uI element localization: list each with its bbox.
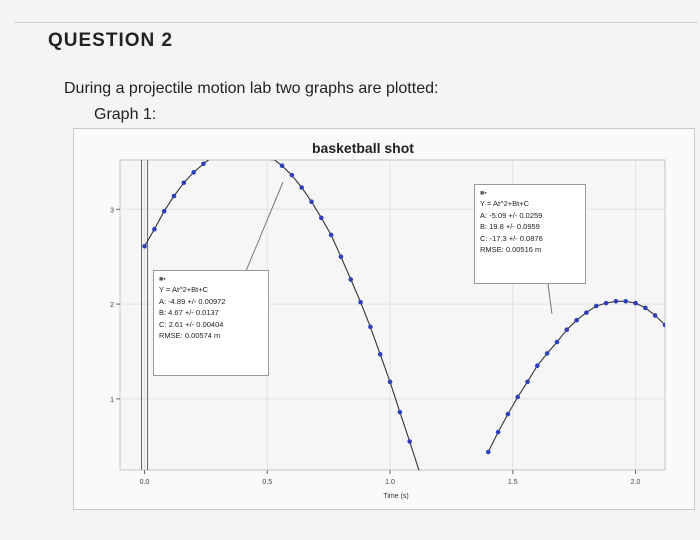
series-1-point [172,194,177,199]
series-2-point [574,318,579,323]
fit-rmse: RMSE: 0.00516 m [480,245,542,255]
series-1-point [290,173,295,178]
series-2-point [663,323,668,328]
series-1-point [182,180,187,185]
series-1-point [378,352,383,357]
series-2-point [565,327,570,332]
series-2-point [633,301,638,306]
series-1-point [162,209,167,214]
series-2-point [594,304,599,309]
series-2-point [486,450,491,455]
y-tick-label: 3 [110,207,114,215]
x-tick-label: 0.5 [262,479,273,486]
x-tick-label: 1.5 [507,479,518,486]
fit-header: ■▪ [159,276,166,283]
series-2-point [506,412,511,417]
series-1-point [358,300,363,305]
x-tick-label: 1.0 [385,479,395,486]
series-1-point [388,380,393,385]
series-1-point [368,325,373,330]
series-1-point [427,503,432,508]
series-2-point [555,340,560,345]
fit-header: ■▪ [480,190,487,197]
fit-coef-c: C: 2.61 +/- 0.00404 [159,319,224,329]
series-1-point [221,151,226,156]
series-1-point [348,277,353,282]
series-1-point [299,185,304,190]
series-2-point [545,351,550,356]
question-title: QUESTION 2 [48,30,174,51]
fit-coef-a: A: -4.89 +/- 0.00972 [159,296,226,306]
y-tick-label: 1 [110,396,114,404]
series-2-point [643,306,648,311]
series-1-point [280,163,285,168]
series-2-point [525,380,530,385]
fit-equation: Y = At^2+Bt+C [159,285,209,294]
series-1-point [191,170,196,175]
series-1-point [339,254,344,259]
fit-coef-b: B: 19.8 +/- 0.0959 [480,222,540,232]
series-1-point [201,161,206,166]
series-1-point [309,199,314,204]
fit-coef-a: A: -5.09 +/- 0.0259 [480,210,543,220]
graph-label: Graph 1: [94,106,157,123]
series-1-point [398,410,403,415]
chart-title: basketball shot [312,140,414,156]
series-1-point [231,147,236,152]
fit-rmse: RMSE: 0.00574 m [159,331,221,341]
series-2-point [584,310,589,315]
series-1-point [240,145,245,150]
x-tick-label: 0.0 [139,479,150,486]
series-1-point [260,151,265,156]
series-1-point [329,233,334,238]
question-prompt: During a projectile motion lab two graphs are plotted: [64,80,439,97]
series-2-point [515,395,520,400]
curve-fit-box-1 [153,270,269,376]
curve-fit-box-2 [474,184,586,284]
series-1-point [142,244,147,249]
series-2-point [604,301,609,306]
series-2-point [535,363,540,368]
fit-coef-c: C: -17.3 +/- 0.0876 [480,233,543,243]
series-2-point [653,313,658,318]
fit-coef-b: B: 4.67 +/- 0.0137 [159,308,219,318]
series-2-point [496,430,501,435]
series-1-point [407,439,412,444]
series-2-point [614,299,619,304]
y-tick-label: 2 [110,302,114,310]
fit-equation: Y = At^2+Bt+C [480,199,530,208]
series-1-point [152,227,157,232]
x-axis-label: Time (s) [383,493,409,500]
series-1-point [211,154,216,159]
series-1-point [250,147,255,152]
series-2-point [623,299,628,304]
series-1-point [319,216,324,221]
x-tick-label: 2.0 [630,479,641,486]
